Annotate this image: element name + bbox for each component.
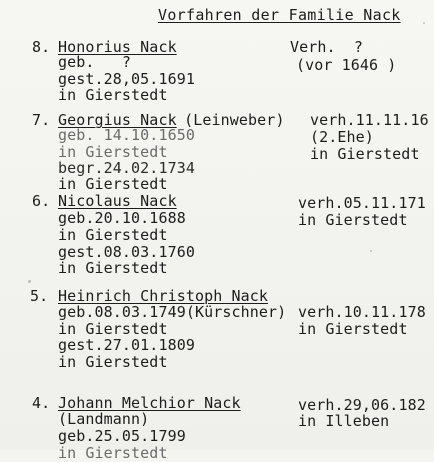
entry-7-name-suffix: (Leinweber) [175,111,285,129]
entry-4-line-1: (Landmann) [58,410,150,428]
entry-7-line-3: begr.24.02.1734 [58,159,195,177]
entry-5-line-4: in Gierstedt [58,353,168,371]
entry-5-line-3: gest.27.01.1809 [58,336,195,354]
entry-5-line-1: geb.08.03.1749(Kürschner) [58,303,287,321]
entry-6-name: Nicolaus Nack [58,192,177,210]
entry-5-line-2: in Gierstedt [58,320,168,338]
entry-7-line-2: in Gierstedt [58,143,168,161]
entry-7-line-1: geb. 14.10.1650 [58,126,195,144]
entry-8-number: 8. [32,38,51,56]
ink-speck [423,22,425,24]
entry-6-marriage-line-2: in Gierstedt [298,211,408,229]
entry-4-line-2: geb.25.05.1799 [58,427,186,445]
entry-7-marriage-line-2: (2.Ehe) [310,128,374,146]
entry-8-marriage-line-1: Verh. ? [290,38,364,56]
entry-4-line-3: in Gierstedt [58,444,168,462]
entry-8-name: Honorius Nack [58,38,177,56]
entry-8-line-1: geb. ? [58,53,132,71]
entry-7-marriage-line-1: verh.11.11.16 [310,111,429,129]
entry-6-line-4: in Gierstedt [58,259,168,277]
entry-6-number: 6. [32,192,51,210]
entry-8-marriage-line-2: (vor 1646 ) [296,56,397,74]
entry-7-number: 7. [32,111,51,129]
entry-5-number: 5. [30,287,49,305]
page-title: Vorfahren der Familie Nack [158,6,401,24]
ink-speck [28,280,31,283]
ink-speck [370,250,372,252]
entry-6-marriage-line-1: verh.05.11.171 [298,194,426,212]
entry-7-line-4: in Gierstedt [58,175,168,193]
entry-4-number: 4. [32,394,51,412]
entry-6-line-1: geb.20.10.1688 [58,209,186,227]
entry-7-marriage-line-3: in Gierstedt [310,145,420,163]
entry-5-marriage-line-1: verh.10.11.178 [298,303,426,321]
entry-7-name: Georgius Nack [58,111,177,129]
entry-4-marriage-line-1: verh.29,06.182 [298,396,426,414]
entry-8-line-3: in Gierstedt [58,86,168,104]
entry-4-name: Johann Melchior Nack [58,394,241,412]
entry-5-name: Heinrich Christoph Nack [58,287,269,305]
entry-6-line-2: in Gierstedt [58,226,168,244]
entry-4-marriage-line-2: in Illeben [298,412,390,430]
entry-6-line-3: gest.08.03.1760 [58,243,195,261]
entry-5-marriage-line-2: in Gierstedt [298,320,408,338]
entry-8-line-2: gest.28,05.1691 [58,70,195,88]
